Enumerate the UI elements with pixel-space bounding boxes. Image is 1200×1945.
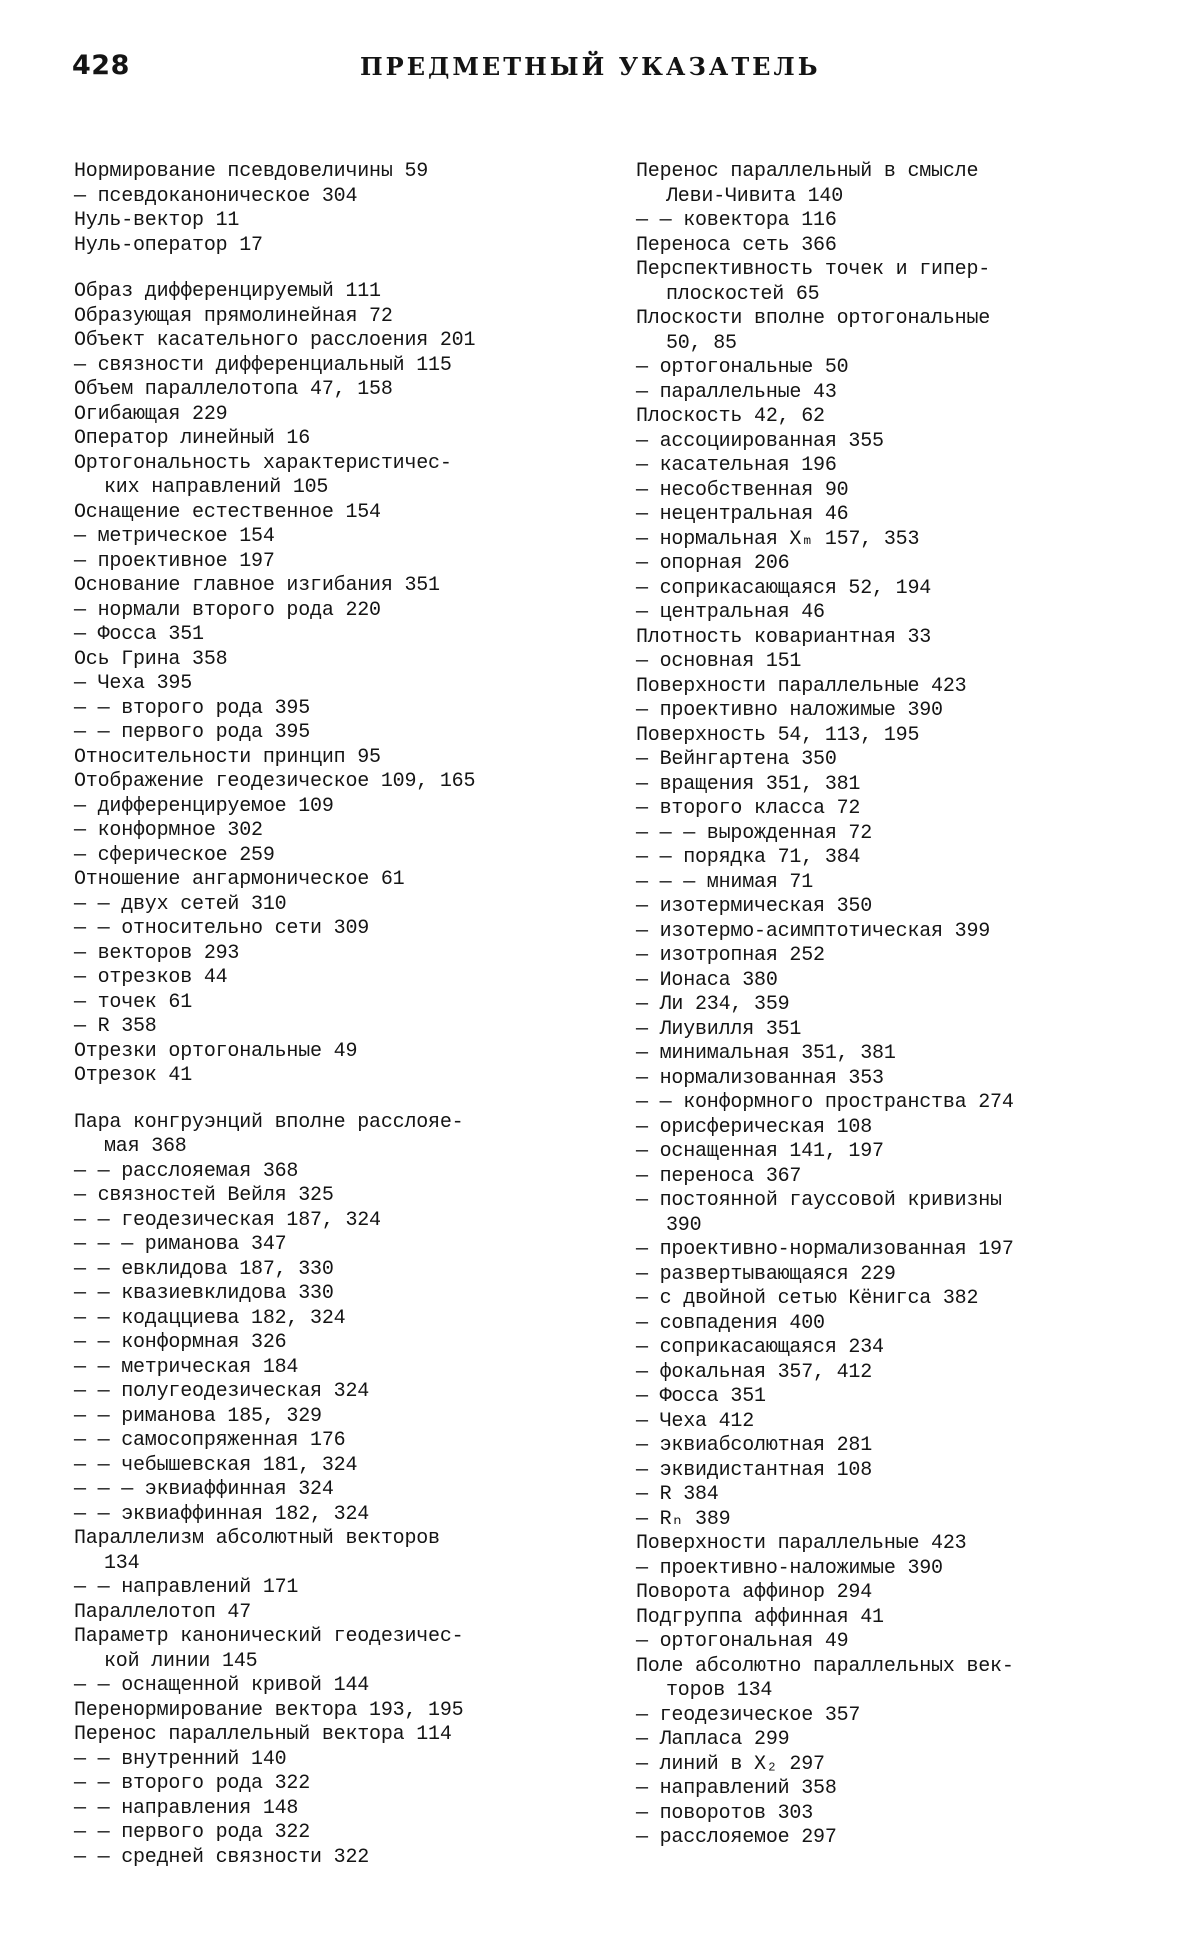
index-entry: — Лиувилля 351 xyxy=(636,1017,802,1041)
index-entry: Параллелотоп 47 xyxy=(74,1600,252,1624)
index-entry: — переноса 367 xyxy=(636,1164,802,1188)
index-entry: — вращения 351, 381 xyxy=(636,772,861,796)
index-entry: Нуль-оператор 17 xyxy=(74,233,263,257)
index-entry: — R 358 xyxy=(74,1015,157,1038)
index-entry: — нормальная Xₘ 157, 353 xyxy=(636,527,920,551)
index-entry: — проективно наложимые 390 xyxy=(636,699,943,722)
index-entry: — — первого рода 395 xyxy=(74,721,311,744)
index-entry: Ось Грина 358 xyxy=(74,647,228,671)
index-entry: Отрезки ортогональные 49 xyxy=(74,1039,358,1063)
index-entry: Подгруппа аффинная 41 xyxy=(636,1605,884,1629)
index-entry: Параметр канонический геодезичес- xyxy=(74,1625,464,1648)
index-entry: — — метрическая 184 xyxy=(74,1355,299,1379)
index-entry: Отношение ангармоническое 61 xyxy=(74,868,405,891)
index-entry-continuation: торов 134 xyxy=(666,1679,773,1702)
index-entry: — дифференцируемое 109 xyxy=(74,794,334,818)
index-entry: — проективно-нормализованная 197 xyxy=(636,1238,1014,1261)
index-entry-continuation: 390 xyxy=(666,1213,702,1237)
index-entry: — метрическое 154 xyxy=(74,525,275,548)
index-entry: — связности дифференциальный 115 xyxy=(74,353,452,377)
index-entry: — нормализованная 353 xyxy=(636,1066,884,1090)
index-entry: — с двойной сетью Кёнигса 382 xyxy=(636,1287,979,1310)
index-entry: — Чеха 395 xyxy=(74,672,193,695)
index-entry: — — внутренний 140 xyxy=(74,1747,287,1771)
index-entry: — совпадения 400 xyxy=(636,1311,825,1335)
index-entry: Поверхности параллельные 423 xyxy=(636,674,967,698)
index-entry: — — — вырожденная 72 xyxy=(636,821,873,845)
index-entry: Относительности принцип 95 xyxy=(74,745,381,769)
index-entry: — оснащенная 141, 197 xyxy=(636,1140,884,1163)
index-entry: — — первого рода 322 xyxy=(74,1821,311,1844)
index-entry-continuation: 134 xyxy=(104,1551,140,1575)
index-entry: — опорная 206 xyxy=(636,552,790,575)
index-entry: Оператор линейный 16 xyxy=(74,427,311,450)
index-entry: — соприкасающаяся 234 xyxy=(636,1336,884,1359)
index-entry: Пара конгруэнций вполне расслояе- xyxy=(74,1110,464,1134)
index-entry: — связностей Вейля 325 xyxy=(74,1184,334,1207)
index-entry-continuation: 50, 85 xyxy=(666,331,737,355)
index-entry: Ортогональность характеристичес- xyxy=(74,451,452,475)
section-gap xyxy=(74,258,594,280)
index-entry: — развертывающаяся 229 xyxy=(636,1262,896,1286)
index-entry: — поворотов 303 xyxy=(636,1801,814,1825)
index-entry-continuation: Леви-Чивита 140 xyxy=(666,184,844,208)
index-entry: — ассоциированная 355 xyxy=(636,429,884,453)
index-entry: — касательная 196 xyxy=(636,454,837,477)
index-entry: — — евклидова 187, 330 xyxy=(74,1257,334,1281)
index-entry: — проективное 197 xyxy=(74,549,275,573)
index-entry: — ортогональная 49 xyxy=(636,1630,849,1653)
index-entry: Плоскости вполне ортогональные xyxy=(636,307,991,330)
index-entry: — Чеха 412 xyxy=(636,1409,755,1433)
index-entry: — Лапласа 299 xyxy=(636,1728,790,1751)
index-entry: — — оснащенной кривой 144 xyxy=(74,1674,370,1697)
index-entry: Оснащение естественное 154 xyxy=(74,500,381,524)
index-entry: Отображение геодезическое 109, 165 xyxy=(74,770,476,793)
index-entry: — эквидистантная 108 xyxy=(636,1458,873,1482)
index-column-left xyxy=(74,160,594,1870)
index-entry: — — второго рода 395 xyxy=(74,696,311,720)
index-entry: — — средней связности 322 xyxy=(74,1845,370,1869)
index-entry: — конформное 302 xyxy=(74,819,263,842)
section-gap xyxy=(74,1089,594,1111)
running-title: ПРЕДМЕТНЫЙ УКАЗАТЕЛЬ xyxy=(360,52,821,81)
index-entry: — — двух сетей 310 xyxy=(74,892,287,916)
index-entry: — — второго рода 322 xyxy=(74,1772,311,1795)
index-entry: Образ дифференцируемый 111 xyxy=(74,280,381,303)
index-entry-continuation: кой линии 145 xyxy=(104,1649,258,1673)
index-entry: — основная 151 xyxy=(636,650,802,673)
index-entry: Поле абсолютно параллельных век- xyxy=(636,1654,1014,1678)
index-entry: — — квазиевклидова 330 xyxy=(74,1282,334,1305)
page-number: 428 xyxy=(72,50,130,81)
index-entry: — изотермо-асимптотическая 399 xyxy=(636,919,991,943)
index-entry: — направлений 358 xyxy=(636,1777,837,1800)
index-entry: — псевдоканоническое 304 xyxy=(74,184,358,208)
index-entry: Перенос параллельный в смысле xyxy=(636,160,979,183)
index-entry: — — конформная 326 xyxy=(74,1331,287,1354)
index-entry: — — полугеодезическая 324 xyxy=(74,1380,370,1403)
index-entry: — — расслояемая 368 xyxy=(74,1159,299,1183)
index-entry: Плотность ковариантная 33 xyxy=(636,625,932,649)
index-entry-continuation: ких направлений 105 xyxy=(104,476,329,499)
index-entry: Перенормирование вектора 193, 195 xyxy=(74,1698,464,1722)
index-entry: — геодезическое 357 xyxy=(636,1703,861,1727)
index-entry: Основание главное изгибания 351 xyxy=(74,574,440,597)
index-entry: — ортогональные 50 xyxy=(636,356,849,379)
index-entry: — — ковектора 116 xyxy=(636,209,837,232)
index-entry: — — — риманова 347 xyxy=(74,1233,287,1256)
index-entry: — — — мнимая 71 xyxy=(636,870,814,894)
index-entry: — Ионаса 380 xyxy=(636,968,778,992)
index-entry: — — чебышевская 181, 324 xyxy=(74,1453,358,1477)
index-entry: Огибающая 229 xyxy=(74,402,228,426)
index-entry: — — кодацциева 182, 324 xyxy=(74,1306,346,1330)
index-entry: — нецентральная 46 xyxy=(636,503,849,526)
index-entry-continuation: плоскостей 65 xyxy=(666,282,820,306)
index-entry: — Rₙ 389 xyxy=(636,1507,731,1531)
index-entry: — Фосса 351 xyxy=(74,623,204,646)
index-entry: — изотермическая 350 xyxy=(636,895,873,918)
index-entry: — нормали второго рода 220 xyxy=(74,598,381,622)
index-entry: — проективно-наложимые 390 xyxy=(636,1556,943,1580)
index-entry: — орисферическая 108 xyxy=(636,1115,873,1139)
index-entry: — Ли 234, 359 xyxy=(636,993,790,1016)
index-entry: Объект касательного расслоения 201 xyxy=(74,329,476,352)
index-entry: Перспективность точек и гипер- xyxy=(636,258,991,281)
index-entry: — — риманова 185, 329 xyxy=(74,1404,322,1428)
index-entry: Поверхность 54, 113, 195 xyxy=(636,723,920,747)
index-entry: — — геодезическая 187, 324 xyxy=(74,1208,381,1232)
index-entry: — изотропная 252 xyxy=(636,944,825,967)
index-entry: — постоянной гауссовой кривизны xyxy=(636,1189,1002,1212)
index-entry: — второго класса 72 xyxy=(636,797,861,820)
index-entry: — центральная 46 xyxy=(636,601,825,624)
index-entry: — — направлений 171 xyxy=(74,1576,299,1599)
index-entry: — минимальная 351, 381 xyxy=(636,1042,896,1065)
index-entry: — — порядка 71, 384 xyxy=(636,846,861,869)
index-entry-continuation: мая 368 xyxy=(104,1135,187,1158)
index-entry: — расслояемое 297 xyxy=(636,1826,837,1849)
index-entry: — — самосопряженная 176 xyxy=(74,1429,346,1452)
index-entry: Образующая прямолинейная 72 xyxy=(74,304,393,328)
index-entry: — соприкасающаяся 52, 194 xyxy=(636,576,932,600)
index-entry: — векторов 293 xyxy=(74,941,240,965)
index-entry: — несобственная 90 xyxy=(636,478,849,502)
index-entry: Нормирование псевдовеличины 59 xyxy=(74,160,429,183)
index-entry: — эквиабсолютная 281 xyxy=(636,1434,873,1457)
index-entry: Параллелизм абсолютный векторов xyxy=(74,1527,440,1550)
index-entry: Переноса сеть 366 xyxy=(636,233,837,257)
index-entry: — Вейнгартена 350 xyxy=(636,748,837,771)
index-entry: Поворота аффинор 294 xyxy=(636,1581,873,1604)
index-entry: — — — эквиаффинная 324 xyxy=(74,1478,334,1501)
index-entry: Перенос параллельный вектора 114 xyxy=(74,1723,452,1746)
index-entry: Отрезок 41 xyxy=(74,1064,193,1087)
index-entry: — — направления 148 xyxy=(74,1796,299,1820)
index-entry: — отрезков 44 xyxy=(74,966,228,989)
index-entry: Нуль-вектор 11 xyxy=(74,209,240,232)
index-entry: — точек 61 xyxy=(74,990,193,1014)
index-entry: — фокальная 357, 412 xyxy=(636,1360,873,1384)
index-column-right xyxy=(636,160,1156,1851)
index-entry: — — конформного пространства 274 xyxy=(636,1091,1014,1114)
index-entry: — — эквиаффинная 182, 324 xyxy=(74,1502,370,1526)
index-entry: — Фосса 351 xyxy=(636,1385,766,1408)
index-entry: — параллельные 43 xyxy=(636,380,837,404)
index-entry: — R 384 xyxy=(636,1483,719,1506)
index-entry: — — относительно сети 309 xyxy=(74,917,370,940)
index-entry: — линий в X₂ 297 xyxy=(636,1752,825,1776)
index-entry: Поверхности параллельные 423 xyxy=(636,1532,967,1555)
index-entry: Плоскость 42, 62 xyxy=(636,405,825,428)
index-entry: — сферическое 259 xyxy=(74,843,275,867)
index-entry: Объем параллелотопа 47, 158 xyxy=(74,378,393,401)
